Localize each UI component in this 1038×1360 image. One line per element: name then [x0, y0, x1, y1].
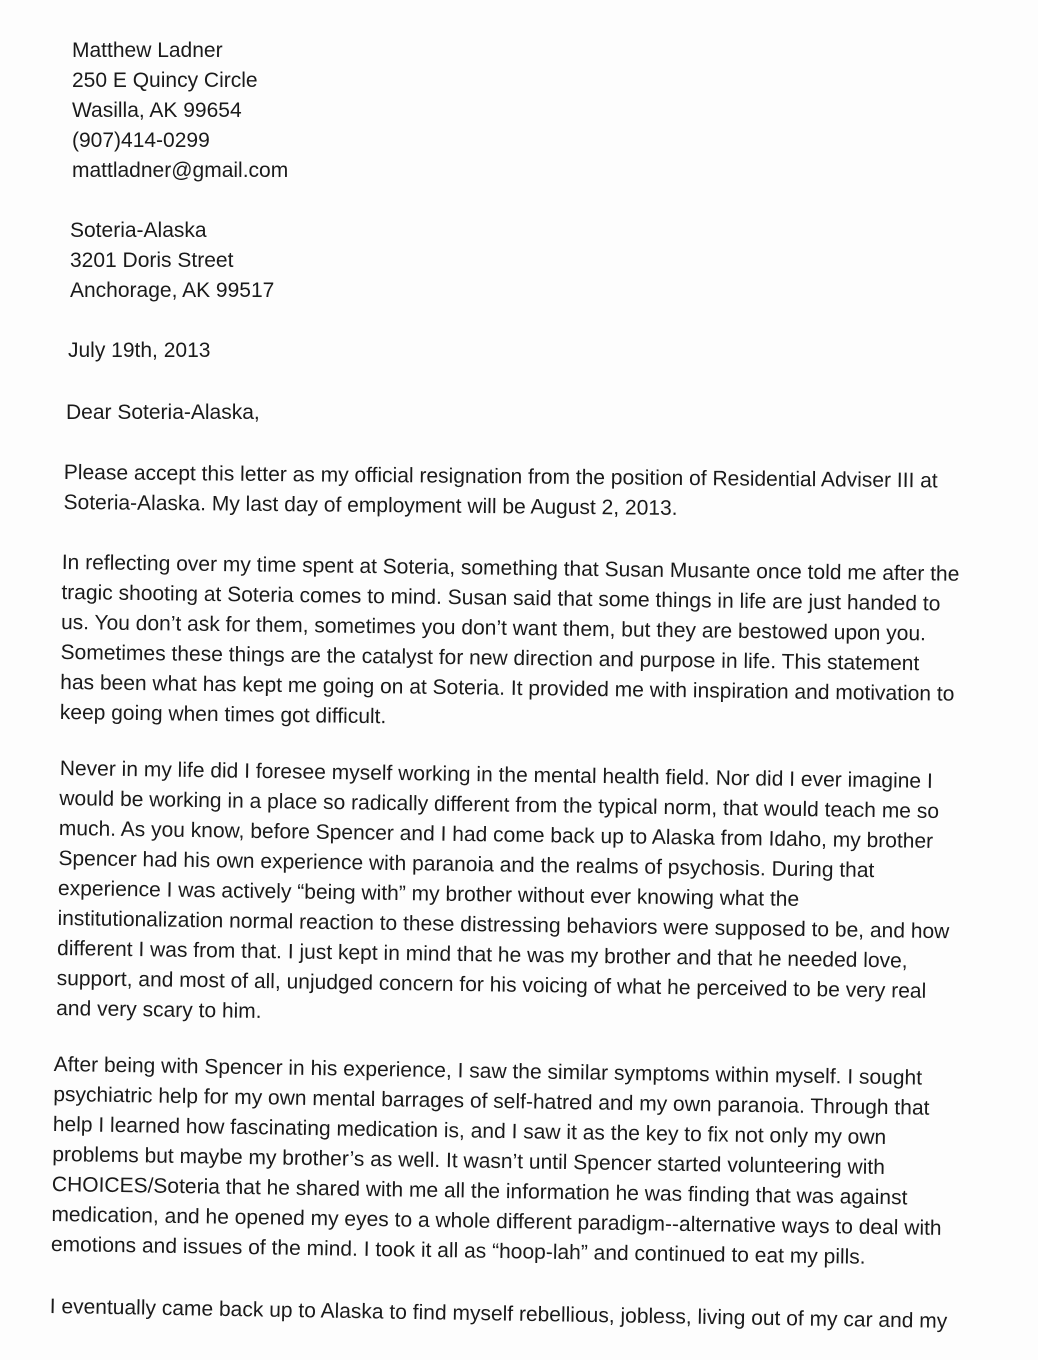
- sender-address: [72, 36, 288, 186]
- paragraph-line: and very scary to him.: [56, 996, 262, 1024]
- paragraph-return: [50, 1292, 948, 1337]
- paragraph-reflection: [60, 548, 960, 740]
- paragraph-line: different I was from that. I just kept in mind that he was my brother and that he needed love,: [56, 936, 908, 973]
- sender-phone: (907)414-0299: [72, 129, 210, 152]
- paragraph-line: Spencer had his own experience with paranoia and the realms of psychosis. During that: [58, 846, 875, 883]
- paragraph-line: experience I was actively “being with” my brother without ever knowing what the: [57, 876, 800, 911]
- date-text: July 19th, 2013: [68, 339, 211, 362]
- paragraph-resignation: [63, 458, 937, 526]
- paragraph-line: Soteria-Alaska. My last day of employment will be August 2, 2013.: [63, 490, 678, 520]
- paragraph-mental-health: [56, 754, 952, 1037]
- paragraph-line: CHOICES/Soteria that he shared with me all the information he was finding that was against: [51, 1172, 908, 1210]
- sender-city: Wasilla, AK 99654: [72, 99, 242, 122]
- paragraph-line: I eventually came back up to Alaska to find myself rebellious, jobless, living out of my car and my: [49, 1294, 948, 1333]
- letter-date: [68, 336, 210, 366]
- paragraph-line: medication, and he opened my eyes to a whole different paradigm--alternative ways to deal with: [51, 1202, 942, 1240]
- recipient-name: Soteria-Alaska: [70, 219, 207, 242]
- recipient-address: [70, 216, 274, 306]
- sender-street: 250 E Quincy Circle: [72, 69, 258, 92]
- paragraph-line: Never in my life did I foresee myself working in the mental health field. Nor did I ever imagine I: [59, 756, 933, 793]
- paragraph-line: much. As you know, before Spencer and I had come back up to Alaska from Idaho, my brother: [58, 816, 934, 853]
- salutation-text: Dear Soteria-Alaska,: [66, 401, 260, 424]
- paragraph-line: tragic shooting at Soteria comes to mind. Susan said that some things in life are just handed to: [61, 580, 941, 616]
- recipient-street: 3201 Doris Street: [70, 249, 234, 272]
- paragraph-medication: [51, 1050, 944, 1274]
- paragraph-line: has been what has kept me going on at Soteria. It provided me with inspiration and motivation to: [60, 670, 955, 706]
- paragraph-line: would be working in a place so radically different from the typical norm, that would teach me so: [59, 786, 940, 824]
- paragraph-line: problems but maybe my brother’s as well. It wasn’t until Spencer started volunteering with: [52, 1142, 886, 1180]
- paragraph-line: institutionalization normal reaction to these distressing behaviors were supposed to be, and how: [57, 906, 950, 944]
- paragraph-line: psychiatric help for my own mental barrages of self-hatred and my own paranoia. Through that: [53, 1082, 930, 1120]
- sender-name: Matthew Ladner: [72, 39, 223, 62]
- paragraph-line: Sometimes these things are the catalyst for new direction and purpose in life. This statement: [60, 640, 920, 676]
- paragraph-line: In reflecting over my time spent at Soteria, something that Susan Musante once told me after the: [61, 550, 960, 586]
- paragraph-line: After being with Spencer in his experience, I saw the similar symptoms within myself. I sought: [53, 1052, 923, 1090]
- paragraph-line: Please accept this letter as my official resignation from the position of Residential Adviser III at: [63, 460, 938, 493]
- salutation: [66, 398, 260, 428]
- paragraph-line: us. You don’t ask for them, sometimes you don’t want them, but they are bestowed upon you.: [60, 610, 927, 646]
- paragraph-line: support, and most of all, unjudged concern for his voicing of what he perceived to be very real: [56, 966, 927, 1003]
- sender-email: mattladner@gmail.com: [72, 159, 289, 182]
- paragraph-line: emotions and issues of the mind. I took it all as “hoop-lah” and continued to eat my pills.: [50, 1232, 866, 1269]
- paragraph-line: keep going when times got difficult.: [59, 700, 387, 729]
- recipient-city: Anchorage, AK 99517: [70, 279, 275, 302]
- paragraph-line: help I learned how fascinating medication is, and I saw it as the key to fix not only my own: [52, 1112, 887, 1150]
